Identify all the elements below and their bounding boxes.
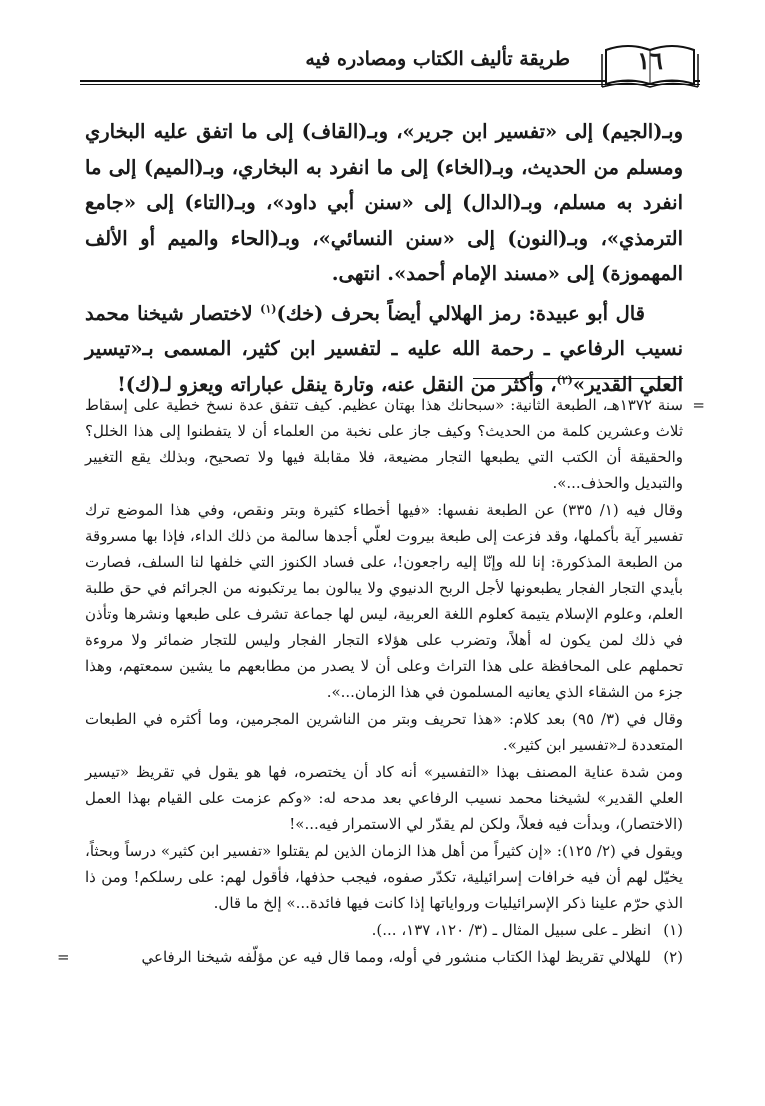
- footnote-ref-1: (١): [260, 302, 277, 315]
- footnote-continuation-5: ويقول في (٢/ ١٢٥): «إن كثيراً من أهل هذا الزمان الذين لم يقتلوا «تفسير ابن كثير» درساً وبحثاً، يخيّل لهم أن فيه خرافات إسرائيلية، تكدّر صفوه، فيجب حذفها، فأقول لهم: على رسلكم! ومن ذا الذي حرّم علينا ذكر الإسرائيليات ورواياتها إذا كانت فيها فائدة...» إلخ ما قال.: [85, 842, 684, 912]
- footnote-continuation-3: وقال في (٣/ ٩٥) بعد كلام: «هذا تحريف وبتر من الناشرين المجرمين، وما أكثره في الطبعات المتعددة لـ«تفسير ابن كثير».: [85, 710, 683, 754]
- paragraph-2-part-b: لاختصار شيخنا محمد نسيب الرفاعي ـ رحمة الله عليه ـ لتفسير ابن كثير، المسمى بـ«تيسير العلي القدير»: [85, 301, 683, 396]
- continuation-mark: =: [692, 396, 705, 414]
- page-number: ١٦: [637, 46, 663, 75]
- footnote-2-number: (٢): [663, 948, 683, 966]
- footnote-continuation-1: [85, 392, 705, 496]
- continuation-mark-end: =: [57, 948, 70, 966]
- footnote-separator: [473, 378, 683, 379]
- running-title: طريقة تأليف الكتاب ومصادره فيه: [305, 48, 570, 70]
- footnotes: [57, 392, 705, 971]
- footnote-continuation-text-1: سنة ١٣٧٢هـ، الطبعة الثانية: «سبحانك هذا بهتان عظيم. كيف تتفق عدة نسخ خطية على إسقاط ثلاث وعشرين كلمة من الحديث؟ وكيف جاز على نخبة من العلماء أن لا يتفطنوا إلى هذا الخلل؟ والحقيقة أن الكتب التي يطبعها التجار مضيعة، فلا مقابلة فيها ولا تصحيح، وبذلك يقع التغيير والتبديل والحذف...».: [85, 396, 683, 492]
- paragraph-1: وبـ(الجيم) إلى «تفسير ابن جرير»، وبـ(القاف) إلى ما اتفق عليه البخاري ومسلم من الحديث، وبـ(الخاء) إلى ما انفرد به البخاري، وبـ(الميم) إلى ما انفرد به مسلم، وبـ(الدال) إلى «سنن أبي داود»، وبـ(التاء) إلى «جامع الترمذي»، وبـ(النون) إلى «سنن النسائي»، وبـ(الحاء والميم أو الألف المهموزة) إلى «مسند الإمام أحمد». انتهى.: [85, 120, 683, 285]
- footnote-ref-2: (٢): [556, 373, 573, 386]
- footnote-2-text: للهلالي تقريظ لهذا الكتاب منشور في أوله، ومما قال فيه عن مؤلّفه شيخنا الرفاعي: [141, 948, 651, 966]
- footnote-2: [57, 944, 683, 970]
- page-number-ornament: [600, 40, 700, 86]
- footnote-continuation-4: ومن شدة عناية المصنف بهذا «التفسير» أنه كاد أن يختصره، فها هو يقول في تقريظ «تيسير العلي القدير» لشيخنا محمد نسيب الرفاعي بعد مدحه له: «وكم عزمت على القيام بهذا العمل (الاختصار)، وبدأت فيه فعلاً، ولكن لم يقدّر لي الاستمرار فيه...»!: [85, 763, 683, 833]
- footnote-1-text: انظر ـ على سبيل المثال ـ (٣/ ١٢٠، ١٣٧، ...).: [371, 921, 651, 939]
- paragraph-2-part-c: ، وأكثر من النقل عنه، وتارة ينقل عباراته ويعزو لـ(ك)!: [117, 372, 557, 396]
- footnote-continuation-2: وقال فيه (١/ ٣٣٥) عن الطبعة نفسها: «فيها أخطاء كثيرة وبتر ونقص، وفي هذا الموضع ترك تفسير آية بأكملها، وقد فزعت إلى طبعة بيروت لعلّي أجدها سالمة من ذلك الداء، فإذا بها مسروقة من الطبعة المذكورة: إنا لله وإنّا إليه راجعون!، على فساد الكنوز التي خلفها لنا السلف، فصارت بأيدي التجار الفجار يطبعونها لأجل الربح الدنيوي ولا يبالون بما يرتكبونه من الجرائم في حق طلبة العلم، وعلوم الإسلام يتيمة كعلوم اللغة العربية، ليس لها جماعة تشرف على طبعها ونشرها وتأذن في ذلك لمن يكون له أهلاً، وتضرب على هؤلاء التجار الفجار وليس للتجار ضمائر ولا مروءة تحملهم على المحافظة على هذا التراث وعلى أن لا يصدر من مطابعهم ما يشين سمعتهم، وهذا جزء من الشقاء الذي يعانيه المسلمون في هذا الزمان...».: [85, 501, 684, 701]
- paragraph-2: [85, 296, 683, 403]
- page-header: [80, 40, 700, 92]
- footnote-1-number: (١): [663, 921, 683, 939]
- footnote-1: [85, 917, 683, 943]
- main-text: [85, 114, 683, 402]
- paragraph-2-part-a: قال أبو عبيدة: رمز الهلالي أيضاً بحرف (خك): [276, 301, 646, 325]
